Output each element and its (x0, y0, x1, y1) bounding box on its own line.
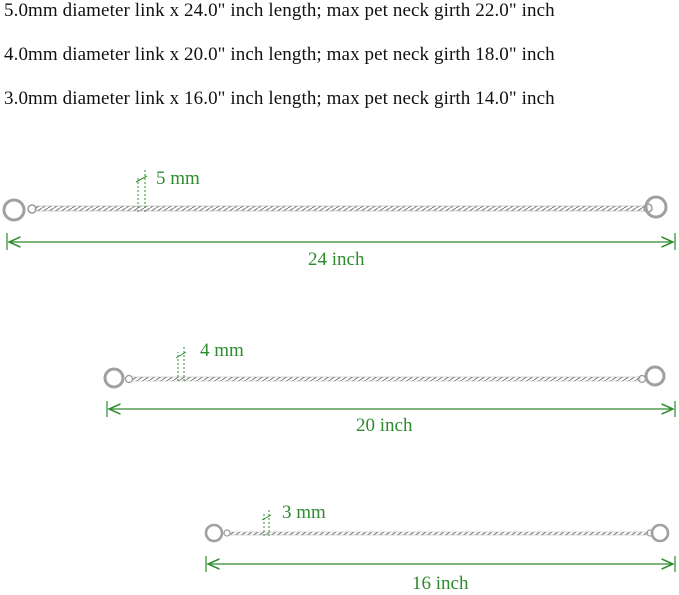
chain-3mm-right-ring (652, 525, 668, 541)
chain-4mm-left-link (126, 376, 133, 383)
chain-3mm (206, 525, 668, 541)
chain-16inch-length-label: 16 inch (412, 573, 469, 594)
chain-5mm-body (35, 206, 647, 211)
chain-3mm-left-ring (206, 525, 222, 541)
chain-4mm-diameter-marker (176, 346, 186, 381)
chain-5mm (4, 197, 666, 220)
spec-line-3mm: 3.0mm diameter link x 16.0" inch length; max pet neck girth 14.0" inch (4, 88, 555, 109)
chain-4mm (105, 367, 664, 387)
spec-line-5mm: 5.0mm diameter link x 24.0" inch length; max pet neck girth 22.0" inch (4, 0, 555, 21)
chain-3mm-length-arrow (206, 556, 675, 572)
chain-5mm-diameter-marker (136, 168, 147, 212)
chain-3mm-diameter-label: 3 mm (282, 502, 326, 523)
chain-4mm-diameter-label: 4 mm (200, 340, 244, 361)
spec-line-4mm: 4.0mm diameter link x 20.0" inch length; max pet neck girth 18.0" inch (4, 44, 555, 65)
chain-5mm-left-ring (4, 200, 24, 220)
chain-5mm-right-ring (646, 197, 666, 217)
chain-24inch-length-label: 24 inch (308, 249, 365, 270)
chain-3mm-body (230, 532, 648, 535)
chain-4mm-left-ring (105, 369, 123, 387)
chain-4mm-right-ring (646, 367, 664, 385)
chain-5mm-diameter-label: 5 mm (156, 168, 200, 189)
chain-20inch-length-label: 20 inch (356, 415, 413, 436)
chain-4mm-body (132, 377, 640, 381)
chain-3mm-left-link (224, 530, 230, 536)
chain-5mm-length-arrow (7, 233, 675, 250)
